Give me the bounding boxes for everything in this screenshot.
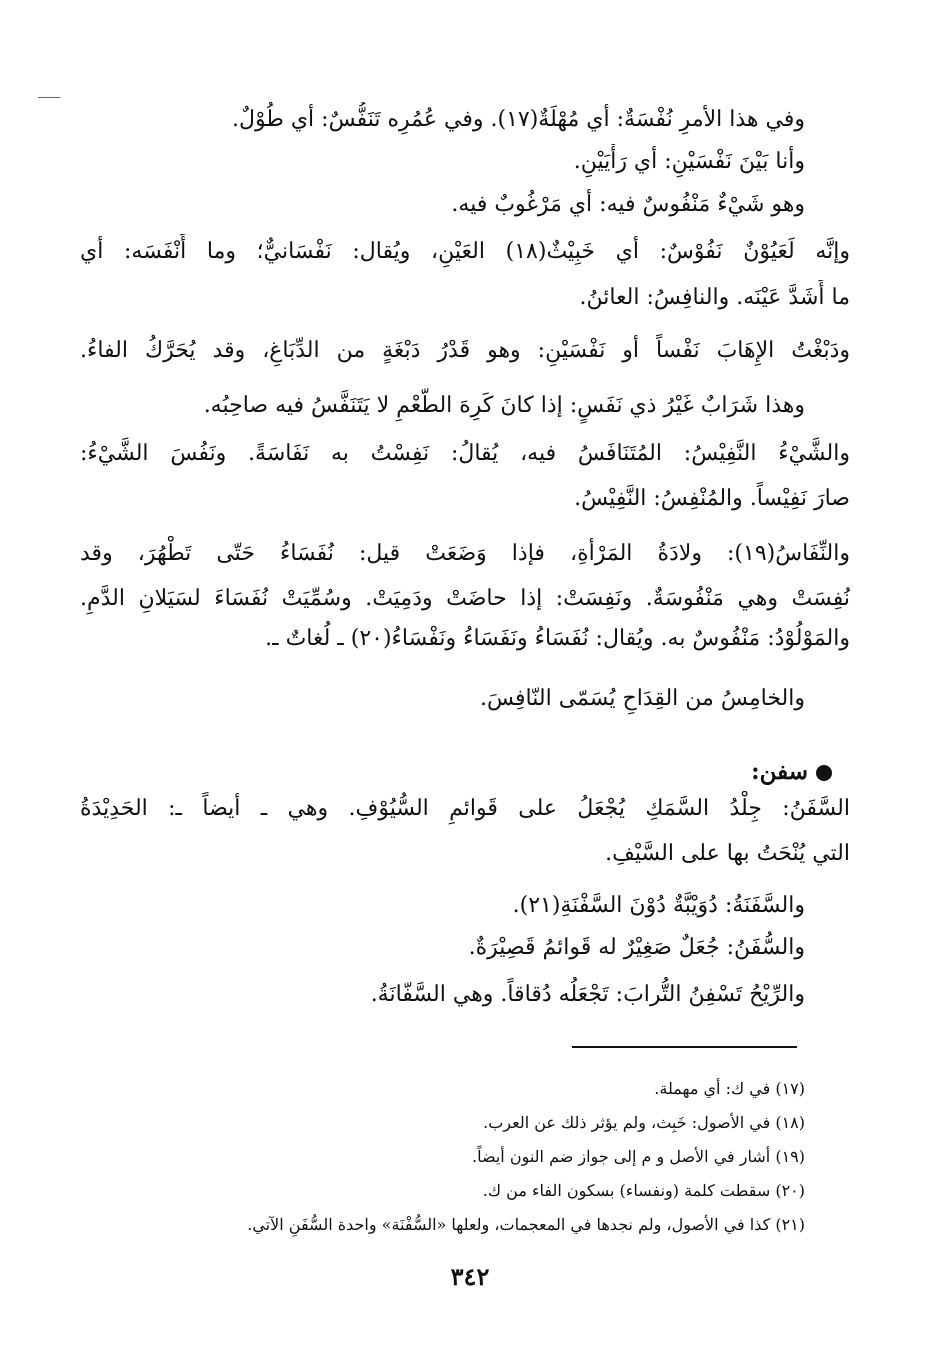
entry-heading: [751, 754, 832, 790]
footnote-separator: [572, 1046, 797, 1048]
page-number: ٣٤٢: [450, 1262, 490, 1291]
text-line: والرِّيْحُ تَسْفِنُ التُّرابَ: تَجْعَلُه دُقاقاً. وهي السَّفّانَةُ.: [370, 982, 805, 1007]
text-line: صارَ نَفِيْساً. والمُنْفِسُ: النَّفِيْسُ.: [574, 486, 850, 511]
bullet-icon: [816, 765, 832, 781]
text-line: ما أَشَدَّ عَيْنَه. والنافِسُ: العائنُ.: [579, 285, 850, 310]
text-line: وإنَّه لَعَيُوْنٌ نَفُوْسٌ: أي خَبِيْثٌ(١٨) العَيْنِ، ويُقال: نَفْسَانيٌّ؛ وما أَنْفَسَه: أي: [80, 239, 850, 264]
footnote: (١٩) أشار في الأصل و م إلى جواز ضم النون أيضاً.: [472, 1147, 805, 1166]
text-line: وأنا بَيْنَ نَفْسَيْنِ: أي رَأْيَيْنِ.: [573, 149, 805, 174]
entry-heading-label: سفن:: [751, 758, 808, 785]
text-line: والسَّفَنَةُ: دُوَيْبَّةٌ دُوْنَ السَّفْنَةِ(٢١).: [512, 893, 805, 918]
footnote: (٢١) كذا في الأصول، ولم نجدها في المعجمات، ولعلها «السُّفْنَة» واحدة السُّفَنِ الآتي.: [247, 1215, 805, 1234]
text-line: ودَبْغْتُ الإِهَابَ نَفْساً أو نَفْسَيْنِ: وهو قَدْرُ دَبْغَةٍ من الدِّبَاغِ، وقد يُحَرَّكُ الفاءُ.: [80, 338, 850, 363]
text-line: والشَّيْءُ النَّفِيْسُ: المُتَنَافَسُ فيه، يُقالُ: نَفِسْتُ به نَفَاسَةً. ونَفُسَ الشَّيْءُ:: [80, 441, 850, 466]
footnote: (١٨) في الأصول: خَبِث، ولم يؤثر ذلك عن العرب.: [483, 1113, 805, 1132]
footnote: (١٧) في ك: أي مهملة.: [654, 1079, 805, 1098]
text-line: وهذا شَرَابٌ غَيْرُ ذي نَفَسٍ: إذا كانَ كَرِهَ الطَّعْمِ لا يَتَنَفَّسُ فيه صاحِبُه.: [203, 393, 805, 418]
text-line: التي يُنْحَتُ بها على السَّيْفِ.: [605, 841, 850, 866]
text-line: والسُّفَنُ: جُعَلٌ صَغِيْرٌ له قَوائمُ قَصِيْرَةٌ.: [468, 935, 805, 960]
text-line: وفي هذا الأمرِ نُفْسَةٌ: أي مُهْلَةٌ(١٧). وفي عُمُرِه تَنَفُّسٌ: أي طُوْلٌ.: [231, 107, 805, 132]
text-line: والخامِسُ من القِدَاحِ يُسَمّى النّافِسَ.: [479, 686, 805, 711]
text-line: والنِّفَاسُ(١٩): ولادَةُ المَرْأةِ، فإذا وَضَعَتْ قيل: نُفَسَاءُ حَتّى تَطْهُرَ، وقد: [80, 541, 850, 566]
text-line: نُفِسَتْ وهي مَنْفُوسَةٌ. ونَفِسَتْ: إذا حاضَتْ ودَمِيَتْ. وسُمِّيَتْ نُفَسَاءَ لسَيَلانِ الدَّمِ.: [80, 586, 850, 611]
text-line: وهو شَيْءٌ مَنْفُوسٌ فيه: أي مَرْغُوبٌ فيه.: [451, 192, 805, 217]
margin-mark: [38, 97, 60, 98]
text-line: السَّفَنُ: جِلْدُ السَّمَكِ يُجْعَلُ على قَوائمِ السُّيُوْفِ. وهي ـ أيضاً ـ: الحَدِيْدَةُ: [80, 796, 850, 821]
text-line: والمَوْلُوْدُ: مَنْفُوسٌ به. ويُقال: نُفَسَاءُ ونَفَسَاءُ ونَفْسَاءُ(٢٠) ـ لُغاتٌ ـ.: [265, 626, 850, 651]
footnote: (٢٠) سقطت كلمة (ونفساء) بسكون الفاء من ك.: [482, 1181, 805, 1200]
